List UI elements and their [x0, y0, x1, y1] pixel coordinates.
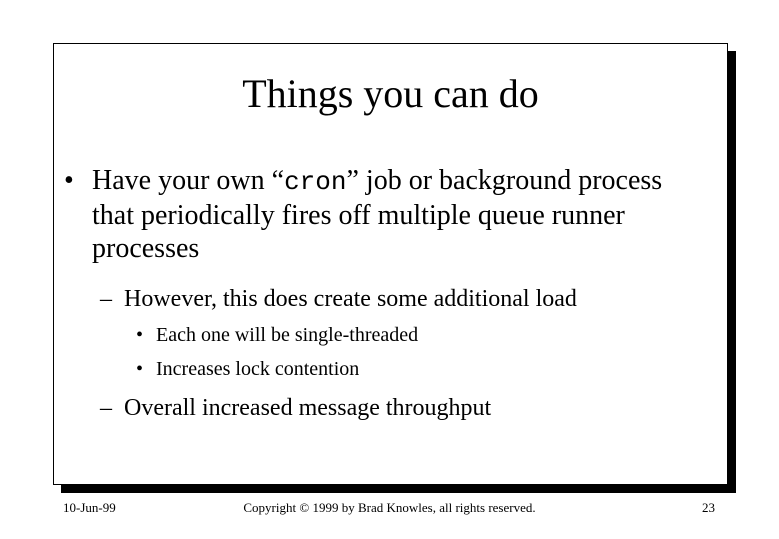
- sub-bullet-item: [100, 394, 492, 422]
- footer-page-number: 23: [702, 500, 715, 515]
- slide-frame: [53, 43, 728, 485]
- bullet-text-start: Have your own “: [92, 165, 285, 196]
- sub-bullet-text: Overall increased message throughput: [124, 395, 492, 421]
- sub-bullet-text: However, this does create some additional load: [124, 286, 577, 312]
- sub-bullet-item: [100, 285, 577, 313]
- sub-sub-bullet-text: Each one will be single-threaded: [156, 324, 419, 346]
- bullet-item: [64, 164, 692, 265]
- sub-sub-bullet-item: [136, 323, 419, 347]
- bullet-marker: •: [136, 324, 144, 346]
- bullet-marker: •: [136, 358, 144, 380]
- dash-marker: –: [100, 395, 112, 421]
- sub-sub-bullet-item: [136, 357, 360, 381]
- bullet-marker: •: [64, 165, 74, 196]
- footer-date: 10-Jun-99: [63, 500, 116, 515]
- slide-title: Things you can do: [242, 71, 539, 116]
- footer-copyright: Copyright © 1999 by Brad Knowles, all rights reserved.: [243, 500, 536, 515]
- bullet-text-end: ” job or background process that periodically fires off multiple queue runner processes: [92, 165, 663, 264]
- dash-marker: –: [100, 286, 112, 312]
- code-text: cron: [284, 167, 347, 197]
- sub-sub-bullet-text: Increases lock contention: [156, 358, 360, 380]
